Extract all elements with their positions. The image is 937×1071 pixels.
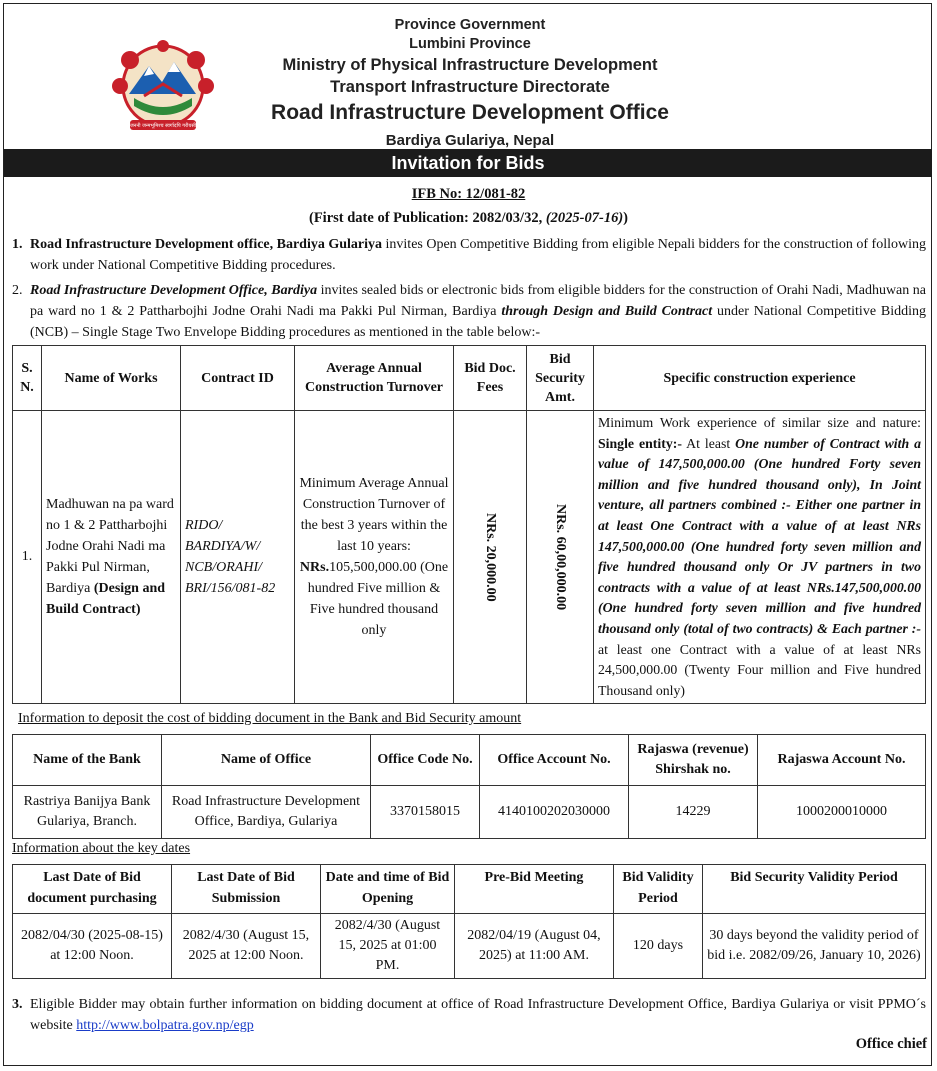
para1-text: invites Open Competitive Bidding from eligible Nepali bidders for the construction of following work under National Competitive Bidding procedures. xyxy=(30,237,926,273)
cell-bid-validity: 120 days xyxy=(614,914,703,979)
header-contract-id: Contract ID xyxy=(181,346,295,411)
bank-header-row xyxy=(13,735,926,786)
emblem-caption: जननी जन्मभूमिश्च स्वर्गादपि गरीयसी xyxy=(129,123,197,129)
title-banner: Invitation for Bids xyxy=(4,149,932,177)
letterhead xyxy=(0,8,937,148)
dates-header-row xyxy=(13,865,926,914)
works-contract-type: (Design and Build Contract) xyxy=(46,581,166,618)
cell-office-name: Road Infrastructure Development Office, Bardiya, Gulariya xyxy=(162,786,371,839)
header-last-date-submission: Last Date of Bid Submission xyxy=(172,865,321,914)
header-bid-security: Bid Security Amt. xyxy=(527,346,594,411)
publication-prefix: (First date of Publication: 2082/03/32, xyxy=(309,210,546,226)
works-name: Madhuwan na pa ward no 1 & 2 Pattharbojhi Jodne Orahi Nadi ma Pakki Pul Nirman, Bardiya xyxy=(46,497,174,597)
province-government: Province Government xyxy=(394,17,546,33)
works-header-row xyxy=(13,346,926,411)
cell-rajaswa-account: 1000200010000 xyxy=(758,786,926,839)
key-dates-table xyxy=(12,864,926,979)
header-bid-opening: Date and time of Bid Opening xyxy=(321,865,455,914)
header-office-code: Office Code No. xyxy=(371,735,480,786)
header-name-of-works: Name of Works xyxy=(42,346,181,411)
header-turnover: Average Annual Construction Turnover xyxy=(295,346,454,411)
dates-section-label: Information about the key dates xyxy=(12,841,191,856)
turnover-amount: 105,500,000.00 (One hundred Five million & Five hundred thousand only xyxy=(307,560,449,639)
cell-office-account: 4140100202030000 xyxy=(480,786,629,839)
paragraph-3 xyxy=(12,994,926,1036)
header-bid-doc-fees: Bid Doc. Fees xyxy=(454,346,527,411)
bid-security-value: NRs. 60,00,000.00 xyxy=(553,504,568,611)
header-office-name: Name of Office xyxy=(162,735,371,786)
paragraph-1 xyxy=(12,234,926,276)
header-sn: S. N. xyxy=(13,346,42,411)
para1-bold: Road Infrastructure Development office, Bardiya Gulariya xyxy=(30,237,383,252)
header-rajaswa-shirshak: Rajaswa (revenue) Shirshak no. xyxy=(629,735,758,786)
table-row xyxy=(13,914,926,979)
header-pre-bid-meeting: Pre-Bid Meeting xyxy=(455,865,614,914)
para3-text: Eligible Bidder may obtain further information on bidding document at office of Road Infrastructure Development Office, Bardiya Gulariya or visit PPMO´s website xyxy=(30,997,926,1033)
ppmo-website-link[interactable]: http://www.bolpatra.gov.np/egp xyxy=(76,1018,254,1033)
header-office-account: Office Account No. xyxy=(480,735,629,786)
turnover-pre: Minimum Average Annual Construction Turnover of the best 3 years within the last 10 years: xyxy=(299,476,449,555)
bid-doc-fees-value: NRs. 20,000.00 xyxy=(483,512,498,602)
cell-experience xyxy=(594,411,926,704)
paragraph-number: 1. xyxy=(12,237,23,252)
cell-bid-opening: 2082/4/30 (August 15, 2025 at 01:00 PM. xyxy=(321,914,455,979)
table-row xyxy=(13,786,926,839)
cell-last-date-submission: 2082/4/30 (August 15, 2025 at 12:00 Noon. xyxy=(172,914,321,979)
cell-sn: 1. xyxy=(13,411,42,704)
bank-section-label: Information to deposit the cost of bidding document in the Bank and Bid Security amount xyxy=(18,711,522,726)
header-last-date-purchase: Last Date of Bid document purchasing xyxy=(13,865,172,914)
header-bid-validity: Bid Validity Period xyxy=(614,865,703,914)
header-rajaswa-account: Rajaswa Account No. xyxy=(758,735,926,786)
publication-suffix: ) xyxy=(623,210,628,226)
office-location: Bardiya Gulariya, Nepal xyxy=(385,132,555,149)
publication-date-en: (2025-07-16) xyxy=(545,210,624,226)
letterhead-text xyxy=(180,16,760,154)
cell-rajaswa-shirshak: 14229 xyxy=(629,786,758,839)
bank-table xyxy=(12,734,926,839)
cell-name-of-works xyxy=(42,411,181,704)
cell-office-code: 3370158015 xyxy=(371,786,480,839)
exp-atleast: At least xyxy=(681,435,736,451)
cell-pre-bid-meeting: 2082/04/19 (August 04, 2025) at 11:00 AM. xyxy=(455,914,614,979)
paragraph-2 xyxy=(12,280,926,343)
signature: Office chief xyxy=(855,1036,927,1052)
para2-office: Road Infrastructure Development Office, Bardiya xyxy=(30,283,318,298)
publication-date xyxy=(0,210,937,227)
header-bank-name: Name of the Bank xyxy=(13,735,162,786)
cell-turnover xyxy=(295,411,454,704)
exp-intro: Minimum Work experience of similar size and nature: xyxy=(598,415,921,430)
para2-text2: under National Competitive Bidding (NCB) – Single Stage Two Envelope Bidding procedures as mentioned in the table below:- xyxy=(30,304,927,340)
office-name: Road Infrastructure Development Office xyxy=(271,101,669,124)
province-name: Lumbini Province xyxy=(409,36,531,52)
header-experience: Specific construction experience xyxy=(594,346,926,411)
cell-bid-security xyxy=(527,411,594,704)
para2-contract-type: through Design and Build Contract xyxy=(501,304,713,319)
exp-requirements: One number of Contract with a value of 147,500,000.00 (One hundred Forty seven million and five hundred thousand only), In Joint venture, all partners combined :- Either one partner in at least One Contract with a value of at least NRs 147,500,000.00 (One hundred forty seven million and five hundred thousand only Or JV partners in two contracts with a value of at least NRs.147,500,000.00 (One hundred forty seven million and five hundred thousand only (total of two contracts) & Each partner :- xyxy=(598,435,922,636)
cell-contract-id: RIDO/ BARDIYA/W/ NCB/ORAHI/ BRI/156/081-82 xyxy=(181,411,295,704)
cell-bid-doc-fees xyxy=(454,411,527,704)
paragraph-number: 3. xyxy=(12,997,23,1012)
ministry-name: Ministry of Physical Infrastructure Development xyxy=(282,56,658,74)
works-table xyxy=(12,345,926,704)
cell-last-date-purchase: 2082/04/30 (2025-08-15) at 12:00 Noon. xyxy=(13,914,172,979)
table-row xyxy=(13,411,926,704)
exp-single-label: Single entity:- xyxy=(598,435,682,451)
cell-bid-security-validity: 30 days beyond the validity period of bid i.e. 2082/09/26, January 10, 2026) xyxy=(703,914,926,979)
cell-bank-name: Rastriya Banijya Bank Gulariya, Branch. xyxy=(13,786,162,839)
ifb-number: IFB No: 12/081-82 xyxy=(411,186,526,202)
paragraph-number: 2. xyxy=(12,283,23,298)
exp-tail: at least one Contract with a value of at least NRs 24,500,000.00 (Twenty Four million and Five hundred Thousand only) xyxy=(598,641,921,698)
directorate-name: Transport Infrastructure Directorate xyxy=(330,78,610,96)
turnover-currency: NRs. xyxy=(299,560,330,576)
para2-text1: invites sealed bids or electronic bids from eligible bidders for the construction of Orahi Nadi, Madhuwan na pa ward no 1 & 2 Pattharbojhi Jodne Orahi Nadi ma Pakki Pul Nirman, Bardiya xyxy=(30,283,926,319)
header-bid-security-validity: Bid Security Validity Period xyxy=(703,865,926,914)
